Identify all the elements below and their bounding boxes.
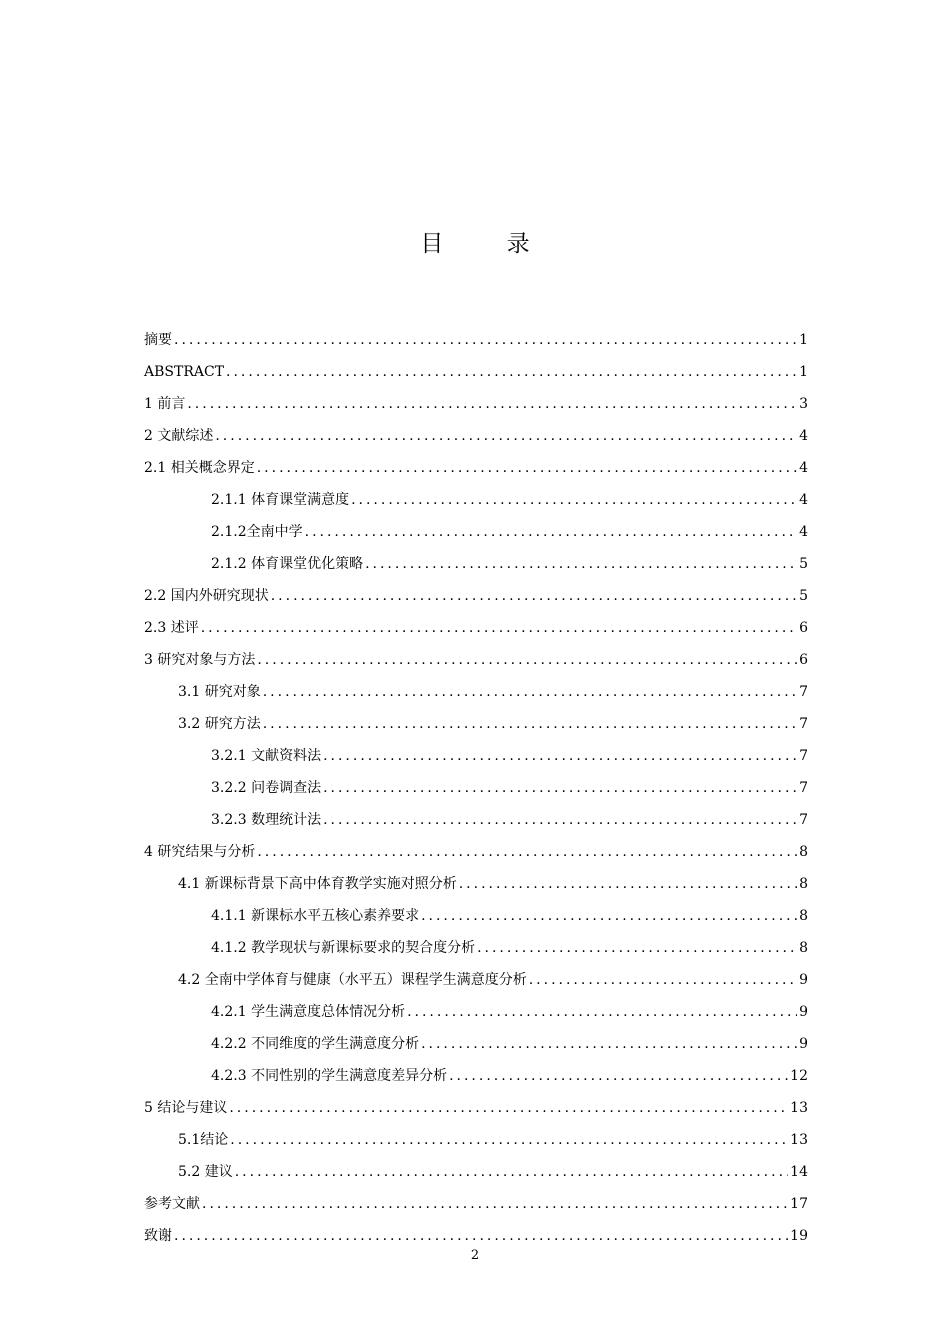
toc-entry[interactable] [144,548,808,580]
toc-entry-page: 19 [790,1228,808,1244]
toc-leader-dots [229,1092,788,1124]
toc-entry[interactable] [144,932,808,964]
toc-entry-label: 4 研究结果与分析 [144,844,256,860]
toc-entry-label: 致谢 [144,1228,172,1244]
toc-entry-label: 4.1.2 教学现状与新课标要求的契合度分析 [211,940,476,956]
toc-leader-dots [351,484,797,516]
toc-entry[interactable] [144,484,808,516]
toc-entry-label: 3 研究对象与方法 [144,652,256,668]
toc-entry-page: 7 [799,684,808,700]
toc-entry-label: 2.1.2全南中学 [211,524,303,540]
toc-leader-dots [305,516,797,548]
toc-entry[interactable] [144,1028,808,1060]
toc-entry-label: 5 结论与建议 [144,1100,228,1116]
toc-leader-dots [235,1156,788,1188]
toc-leader-dots [202,1188,788,1220]
toc-leader-dots [263,676,797,708]
toc-leader-dots [407,996,797,1028]
toc-entry-label: ABSTRACT [144,364,225,380]
toc-entry-label: 3.2.1 文献资料法 [211,748,322,764]
toc-entry-label: 5.1结论 [178,1132,229,1148]
toc-leader-dots [529,964,797,996]
toc-entry-label: 2.1.2 体育课堂优化策略 [211,556,364,572]
toc-entry[interactable] [144,996,808,1028]
toc-leader-dots [257,452,797,484]
toc-leader-dots [215,420,797,452]
toc-entry[interactable] [144,644,808,676]
toc-entry-page: 6 [799,620,808,636]
toc-entry[interactable] [144,356,808,388]
toc-entry[interactable] [144,868,808,900]
toc-entry-page: 8 [799,844,808,860]
toc-entry-page: 17 [790,1196,808,1212]
toc-entry-page: 1 [799,364,808,380]
toc-entry-page: 7 [799,716,808,732]
toc-leader-dots [477,932,797,964]
toc-entry-page: 4 [799,460,808,476]
toc-entry-label: 3.1 研究对象 [178,684,261,700]
toc-entry-label: 摘要 [144,332,172,348]
toc-entry-page: 8 [799,940,808,956]
toc-entry[interactable] [144,420,808,452]
toc-entry[interactable] [144,1092,808,1124]
toc-entry-page: 9 [799,972,808,988]
toc-entry[interactable] [144,836,808,868]
toc-leader-dots [257,644,797,676]
toc-entry-page: 13 [790,1132,808,1148]
toc-entry[interactable] [144,324,808,356]
toc-entry-label: 4.1 新课标背景下高中体育教学实施对照分析 [178,876,457,892]
toc-entry-page: 5 [799,588,808,604]
toc-entry[interactable] [144,804,808,836]
toc-entry[interactable] [144,772,808,804]
toc-leader-dots [263,708,797,740]
toc-leader-dots [187,388,797,420]
toc-entry-label: 2.2 国内外研究现状 [144,588,269,604]
toc-entry-page: 5 [799,556,808,572]
toc-entry[interactable] [144,740,808,772]
toc-entry-label: 2 文献综述 [144,428,214,444]
toc-entry-label: 2.1 相关概念界定 [144,460,255,476]
toc-leader-dots [201,612,797,644]
toc-entry-page: 7 [799,748,808,764]
toc-entry-page: 4 [799,492,808,508]
toc-entry[interactable] [144,676,808,708]
toc-entry[interactable] [144,612,808,644]
toc-entry-page: 4 [799,428,808,444]
toc-entry[interactable] [144,1060,808,1092]
toc-entry-label: 5.2 建议 [178,1164,233,1180]
toc-entry-label: 4.2 全南中学体育与健康（水平五）课程学生满意度分析 [178,972,527,988]
table-of-contents [144,324,808,1252]
toc-entry-page: 9 [799,1004,808,1020]
toc-entry-page: 13 [790,1100,808,1116]
toc-entry[interactable] [144,1188,808,1220]
toc-leader-dots [257,836,797,868]
toc-leader-dots [174,324,797,356]
toc-entry[interactable] [144,708,808,740]
toc-leader-dots [365,548,797,580]
toc-entry-page: 7 [799,780,808,796]
toc-entry[interactable] [144,388,808,420]
toc-entry-page: 6 [799,652,808,668]
toc-entry[interactable] [144,516,808,548]
toc-entry-page: 14 [790,1164,808,1180]
toc-entry[interactable] [144,1156,808,1188]
toc-entry-label: 4.2.2 不同维度的学生满意度分析 [211,1036,420,1052]
toc-leader-dots [421,1028,797,1060]
toc-leader-dots [449,1060,788,1092]
toc-entry-page: 4 [799,524,808,540]
toc-entry-page: 9 [799,1036,808,1052]
toc-leader-dots [323,772,797,804]
toc-leader-dots [226,356,797,388]
toc-entry-label: 2.3 述评 [144,620,199,636]
toc-entry-label: 4.2.3 不同性别的学生满意度差异分析 [211,1068,448,1084]
toc-leader-dots [459,868,797,900]
toc-entry[interactable] [144,964,808,996]
toc-entry[interactable] [144,452,808,484]
toc-entry-page: 3 [799,396,808,412]
toc-entry-page: 8 [799,908,808,924]
toc-leader-dots [230,1124,788,1156]
toc-leader-dots [421,900,797,932]
toc-entry-label: 参考文献 [144,1196,200,1212]
toc-entry[interactable] [144,1124,808,1156]
toc-leader-dots [323,740,797,772]
toc-leader-dots [271,580,797,612]
toc-entry[interactable] [144,900,808,932]
page-title: 目 录 [420,231,558,257]
toc-entry-label: 4.2.1 学生满意度总体情况分析 [211,1004,406,1020]
toc-entry-label: 4.1.1 新课标水平五核心素养要求 [211,908,420,924]
page-number: 2 [470,1248,480,1263]
toc-entry-label: 3.2.3 数理统计法 [211,812,322,828]
toc-entry[interactable] [144,580,808,612]
toc-entry-page: 1 [799,332,808,348]
toc-entry-label: 1 前言 [144,396,186,412]
toc-entry-label: 2.1.1 体育课堂满意度 [211,492,350,508]
toc-entry-label: 3.2.2 问卷调查法 [211,780,322,796]
toc-leader-dots [323,804,797,836]
toc-entry-page: 12 [790,1068,808,1084]
toc-entry-page: 8 [799,876,808,892]
toc-entry-label: 3.2 研究方法 [178,716,261,732]
toc-entry-page: 7 [799,812,808,828]
